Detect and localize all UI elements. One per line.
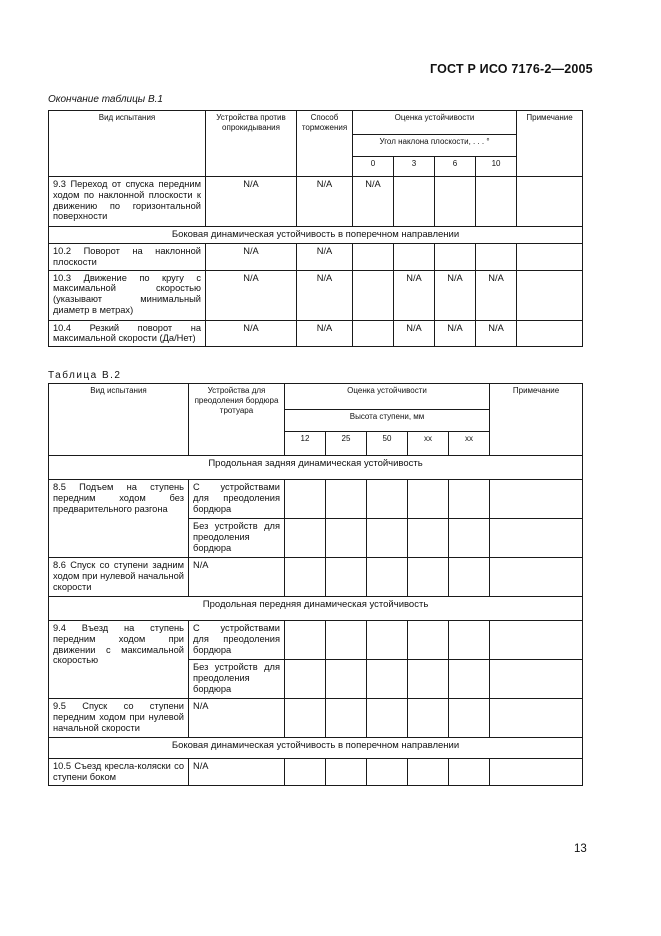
table-row [49,177,583,227]
cell-value [435,177,476,227]
cell-value: N/A [206,177,297,227]
header-braking-method: Способ торможения [297,111,353,177]
cell-empty [490,699,583,738]
row-label: 10.5 Съезд кресла-коляски со ступени боком [49,759,189,786]
table-row [49,558,583,597]
header-note: Примечание [517,111,583,177]
header-angle: 10 [476,157,517,177]
cell-empty [408,660,449,699]
cell-empty [285,480,326,519]
document-number-header: ГОСТ Р ИСО 7176-2—2005 [430,62,593,76]
cell-empty [367,759,408,786]
cell-value [353,270,394,320]
section-heading: Продольная передняя динамическая устойчивость [49,597,583,621]
cell-empty [285,519,326,558]
header-stability-assessment: Оценка устойчивости [353,111,517,135]
cell-empty [326,519,367,558]
cell-value [517,320,583,347]
cell-empty [408,519,449,558]
header-anti-tip-devices: Устройства против опрокидывания [206,111,297,177]
section-heading: Боковая динамическая устойчивость в поперечном направлении [49,738,583,759]
cell-value [353,320,394,347]
cell-value: N/A [353,177,394,227]
cell-empty [490,558,583,597]
cell-empty [326,558,367,597]
section-heading: Боковая динамическая устойчивость в поперечном направлении [49,227,583,244]
row-label: 10.4 Резкий поворот на максимальной скорости (Да/Нет) [49,320,206,347]
cell-value: N/A [189,558,285,597]
page-number: 13 [574,843,587,855]
table-2-caption: Таблица В.2 [48,370,122,381]
cell-empty [490,660,583,699]
cell-value: N/A [206,270,297,320]
row-label: 10.3 Движение по кругу с максимальной скоростью (указывают минимальный диаметр в метрах) [49,270,206,320]
sub-row-label: Без устройств для преодоления бордюра [189,519,285,558]
sub-row-label: С устройствами для преодоления бордюра [189,480,285,519]
cell-value [517,244,583,271]
header-height: хх [408,432,449,456]
table-row [49,480,583,519]
cell-empty [408,699,449,738]
cell-empty [449,519,490,558]
row-label: 8.6 Спуск со ступени задним ходом при нулевой начальной скорости [49,558,189,597]
cell-empty [408,621,449,660]
cell-empty [449,558,490,597]
cell-empty [326,480,367,519]
cell-empty [367,660,408,699]
header-step-height: Высота ступени, мм [285,410,490,432]
row-label: 8.5 Подъем на ступень передним ходом без предварительного разгона [49,480,189,558]
header-angle: 3 [394,157,435,177]
header-height: 12 [285,432,326,456]
cell-value: N/A [189,699,285,738]
header-curb-devices: Устройства для преодоления бордюра тротуара [189,384,285,456]
table-1 [48,110,583,347]
cell-value: N/A [206,320,297,347]
cell-empty [408,558,449,597]
header-height: 50 [367,432,408,456]
header-test-type: Вид испытания [49,384,189,456]
cell-value [394,244,435,271]
table-row [49,621,583,660]
row-label: 9.5 Спуск со ступени передним ходом при нулевой начальной скорости [49,699,189,738]
sub-row-label: С устройствами для преодоления бордюра [189,621,285,660]
cell-value: N/A [435,320,476,347]
row-label: 9.4 Въезд на ступень передним ходом при движении с максимальной скоростью [49,621,189,699]
table-row [49,270,583,320]
row-label: 10.2 Поворот на наклонной плоскости [49,244,206,271]
row-label: 9.3 Переход от спуска передним ходом по наклонной плоскости к движению по горизонтальной поверхности [49,177,206,227]
cell-value: N/A [297,270,353,320]
cell-value: N/A [476,270,517,320]
cell-empty [285,558,326,597]
cell-empty [408,480,449,519]
cell-empty [326,759,367,786]
cell-empty [490,519,583,558]
table-row [49,699,583,738]
cell-empty [367,699,408,738]
cell-empty [285,621,326,660]
cell-value [517,177,583,227]
cell-empty [326,660,367,699]
cell-value [353,244,394,271]
cell-empty [367,558,408,597]
header-test-type: Вид испытания [49,111,206,177]
cell-empty [449,699,490,738]
header-angle: 6 [435,157,476,177]
cell-value: N/A [297,320,353,347]
cell-empty [367,519,408,558]
cell-value [394,177,435,227]
header-height: 25 [326,432,367,456]
cell-value: N/A [297,177,353,227]
table-row [49,759,583,786]
cell-value: N/A [394,270,435,320]
table-2 [48,383,583,786]
table-1-caption: Окончание таблицы В.1 [48,94,163,105]
cell-value: N/A [476,320,517,347]
section-heading: Продольная задняя динамическая устойчивость [49,456,583,480]
cell-empty [449,759,490,786]
cell-empty [367,621,408,660]
cell-empty [367,480,408,519]
cell-empty [285,660,326,699]
cell-empty [326,699,367,738]
table-row [49,320,583,347]
header-height: хх [449,432,490,456]
cell-empty [490,480,583,519]
cell-empty [285,699,326,738]
cell-empty [449,621,490,660]
cell-value [476,244,517,271]
cell-empty [449,660,490,699]
table-row [49,244,583,271]
sub-row-label: Без устройств для преодоления бордюра [189,660,285,699]
header-slope-angle: Угол наклона плоскости, . . . ° [353,135,517,157]
cell-value: N/A [435,270,476,320]
cell-empty [490,621,583,660]
cell-value [476,177,517,227]
header-stability-assessment: Оценка устойчивости [285,384,490,410]
cell-value: N/A [297,244,353,271]
cell-value: N/A [189,759,285,786]
header-angle: 0 [353,157,394,177]
cell-empty [490,759,583,786]
header-note: Примечание [490,384,583,456]
cell-empty [449,480,490,519]
cell-value: N/A [394,320,435,347]
cell-empty [408,759,449,786]
cell-value [517,270,583,320]
cell-value: N/A [206,244,297,271]
cell-value [435,244,476,271]
cell-empty [326,621,367,660]
cell-empty [285,759,326,786]
